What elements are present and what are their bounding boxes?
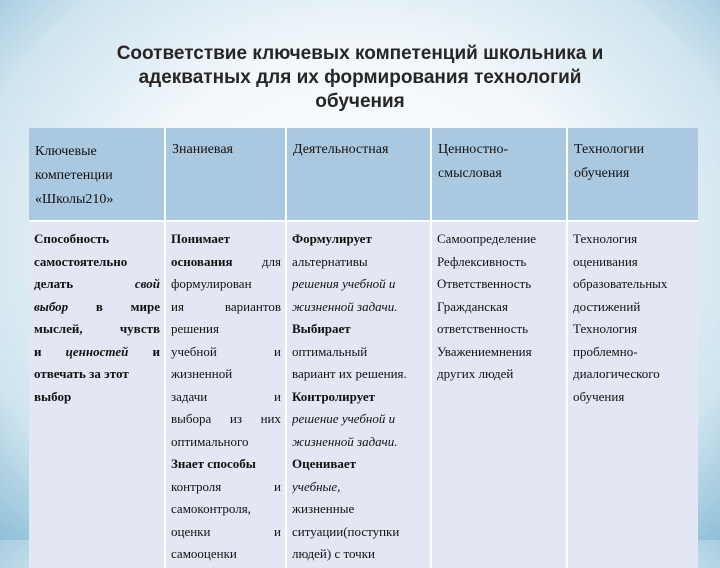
word: мыслей, — [34, 321, 83, 336]
word: мире — [130, 298, 161, 314]
word: и — [274, 523, 281, 539]
cell-value-semantic — [431, 221, 567, 568]
header-text: Технологии — [574, 142, 645, 157]
cell-line: формулирован — [171, 276, 252, 291]
cell-line: других людей — [437, 366, 514, 381]
header-text: Ценностно- — [438, 142, 509, 157]
cell-line: жизненной задачи. — [292, 433, 398, 449]
word: ия — [171, 298, 184, 314]
cell-line: жизненной задачи. — [292, 298, 398, 314]
word: и — [274, 343, 281, 359]
cell-line: образовательных — [573, 276, 668, 291]
word: основания — [171, 253, 233, 269]
cell-line — [34, 318, 160, 341]
cell-line: обучения — [573, 388, 625, 404]
header-text: Знаниевая — [172, 142, 233, 157]
word: задачи — [171, 388, 208, 404]
cell-line: решения — [171, 321, 219, 336]
cell-activity — [286, 221, 431, 568]
competencies-table — [29, 128, 698, 568]
word: и — [152, 343, 160, 359]
word: и — [274, 388, 281, 404]
cell-line — [34, 273, 160, 296]
cell-line: Формулирует — [292, 231, 372, 246]
word: чувств — [119, 321, 160, 336]
header-technologies — [567, 128, 698, 221]
word: из — [229, 411, 242, 426]
cell-line: достижений — [573, 298, 641, 314]
header-activity — [286, 128, 431, 221]
header-text: Ключевые — [35, 144, 97, 159]
cell-line: альтернативы — [292, 253, 368, 269]
word: и — [274, 478, 281, 494]
word: и — [34, 343, 42, 359]
cell-line — [171, 408, 281, 431]
cell-line: Способность — [34, 231, 110, 246]
cell-line: Уважениемнения — [437, 343, 532, 359]
title-line-1: Соответствие ключевых компетенций школьника и — [116, 43, 604, 64]
cell-line — [171, 341, 281, 364]
cell-line — [34, 341, 160, 364]
cell-line: Понимает — [171, 231, 231, 246]
cell-line — [34, 296, 160, 319]
slide-title — [80, 42, 640, 114]
table-row — [29, 221, 698, 568]
cell-line: ответственность — [437, 321, 529, 336]
word: в — [95, 298, 103, 314]
cell-line: Гражданская — [437, 298, 508, 314]
title-line-3: обучения — [315, 91, 405, 112]
word: оценки — [171, 523, 211, 539]
header-text: «Школы210» — [35, 192, 114, 207]
cell-line: Технология — [573, 231, 638, 246]
cell-line: проблемно- — [573, 343, 638, 359]
cell-line: диалогического — [573, 366, 660, 381]
cell-line: Самоопределение — [437, 231, 537, 246]
header-knowledge — [165, 128, 286, 221]
cell-line: самоконтроля, — [171, 501, 251, 516]
header-text: Деятельностная — [293, 142, 389, 157]
cell-line: решение учебной и — [292, 411, 396, 426]
cell-line: жизненной — [171, 366, 233, 381]
word: выбора — [171, 411, 212, 426]
word: них — [260, 411, 281, 426]
word: вариантов — [224, 298, 281, 314]
word: учебной — [171, 343, 217, 359]
cell-line: людей) с точки — [292, 546, 375, 561]
cell-line: отвечать за этот — [34, 366, 129, 381]
cell-line: выбор — [34, 388, 72, 404]
header-value-semantic — [431, 128, 567, 221]
word: для — [261, 253, 281, 269]
cell-line: Оценивает — [292, 456, 357, 471]
header-key-competencies — [29, 128, 165, 221]
cell-line: оптимального — [171, 433, 249, 449]
cell-line: решения учебной и — [292, 276, 396, 291]
header-text: смысловая — [438, 166, 502, 181]
header-text: компетенции — [35, 168, 113, 183]
word: делать — [34, 276, 74, 291]
cell-line: самооценки — [171, 546, 237, 561]
cell-line: учебные, — [292, 478, 341, 494]
word: контроля — [171, 478, 222, 494]
cell-line: оптимальный — [292, 343, 368, 359]
cell-line — [171, 296, 281, 319]
cell-line — [171, 386, 281, 409]
cell-line: Рефлексивность — [437, 253, 527, 269]
cell-line: Ответственность — [437, 276, 532, 291]
table-header-row — [29, 128, 698, 221]
title-line-2: адекватных для их формирования технологий — [138, 67, 582, 88]
word: свой — [134, 276, 160, 291]
word: выбор — [34, 298, 69, 314]
cell-line: Технология — [573, 321, 638, 336]
cell-key-competencies — [29, 221, 165, 568]
cell-line — [171, 251, 281, 274]
cell-line — [171, 476, 281, 499]
cell-line: вариант их решения. — [292, 366, 407, 381]
cell-line: жизненные — [292, 501, 355, 516]
cell-technologies — [567, 221, 698, 568]
cell-knowledge — [165, 221, 286, 568]
word: ценностей — [65, 343, 129, 359]
cell-line: ситуации(поступки — [292, 523, 400, 539]
cell-line: самостоятельно — [34, 253, 128, 269]
cell-line: Знает способы — [171, 456, 256, 471]
cell-line: Выбирает — [292, 321, 351, 336]
cell-line: оценивания — [573, 253, 638, 269]
cell-line: Контролирует — [292, 388, 375, 404]
header-text: обучения — [574, 166, 630, 181]
